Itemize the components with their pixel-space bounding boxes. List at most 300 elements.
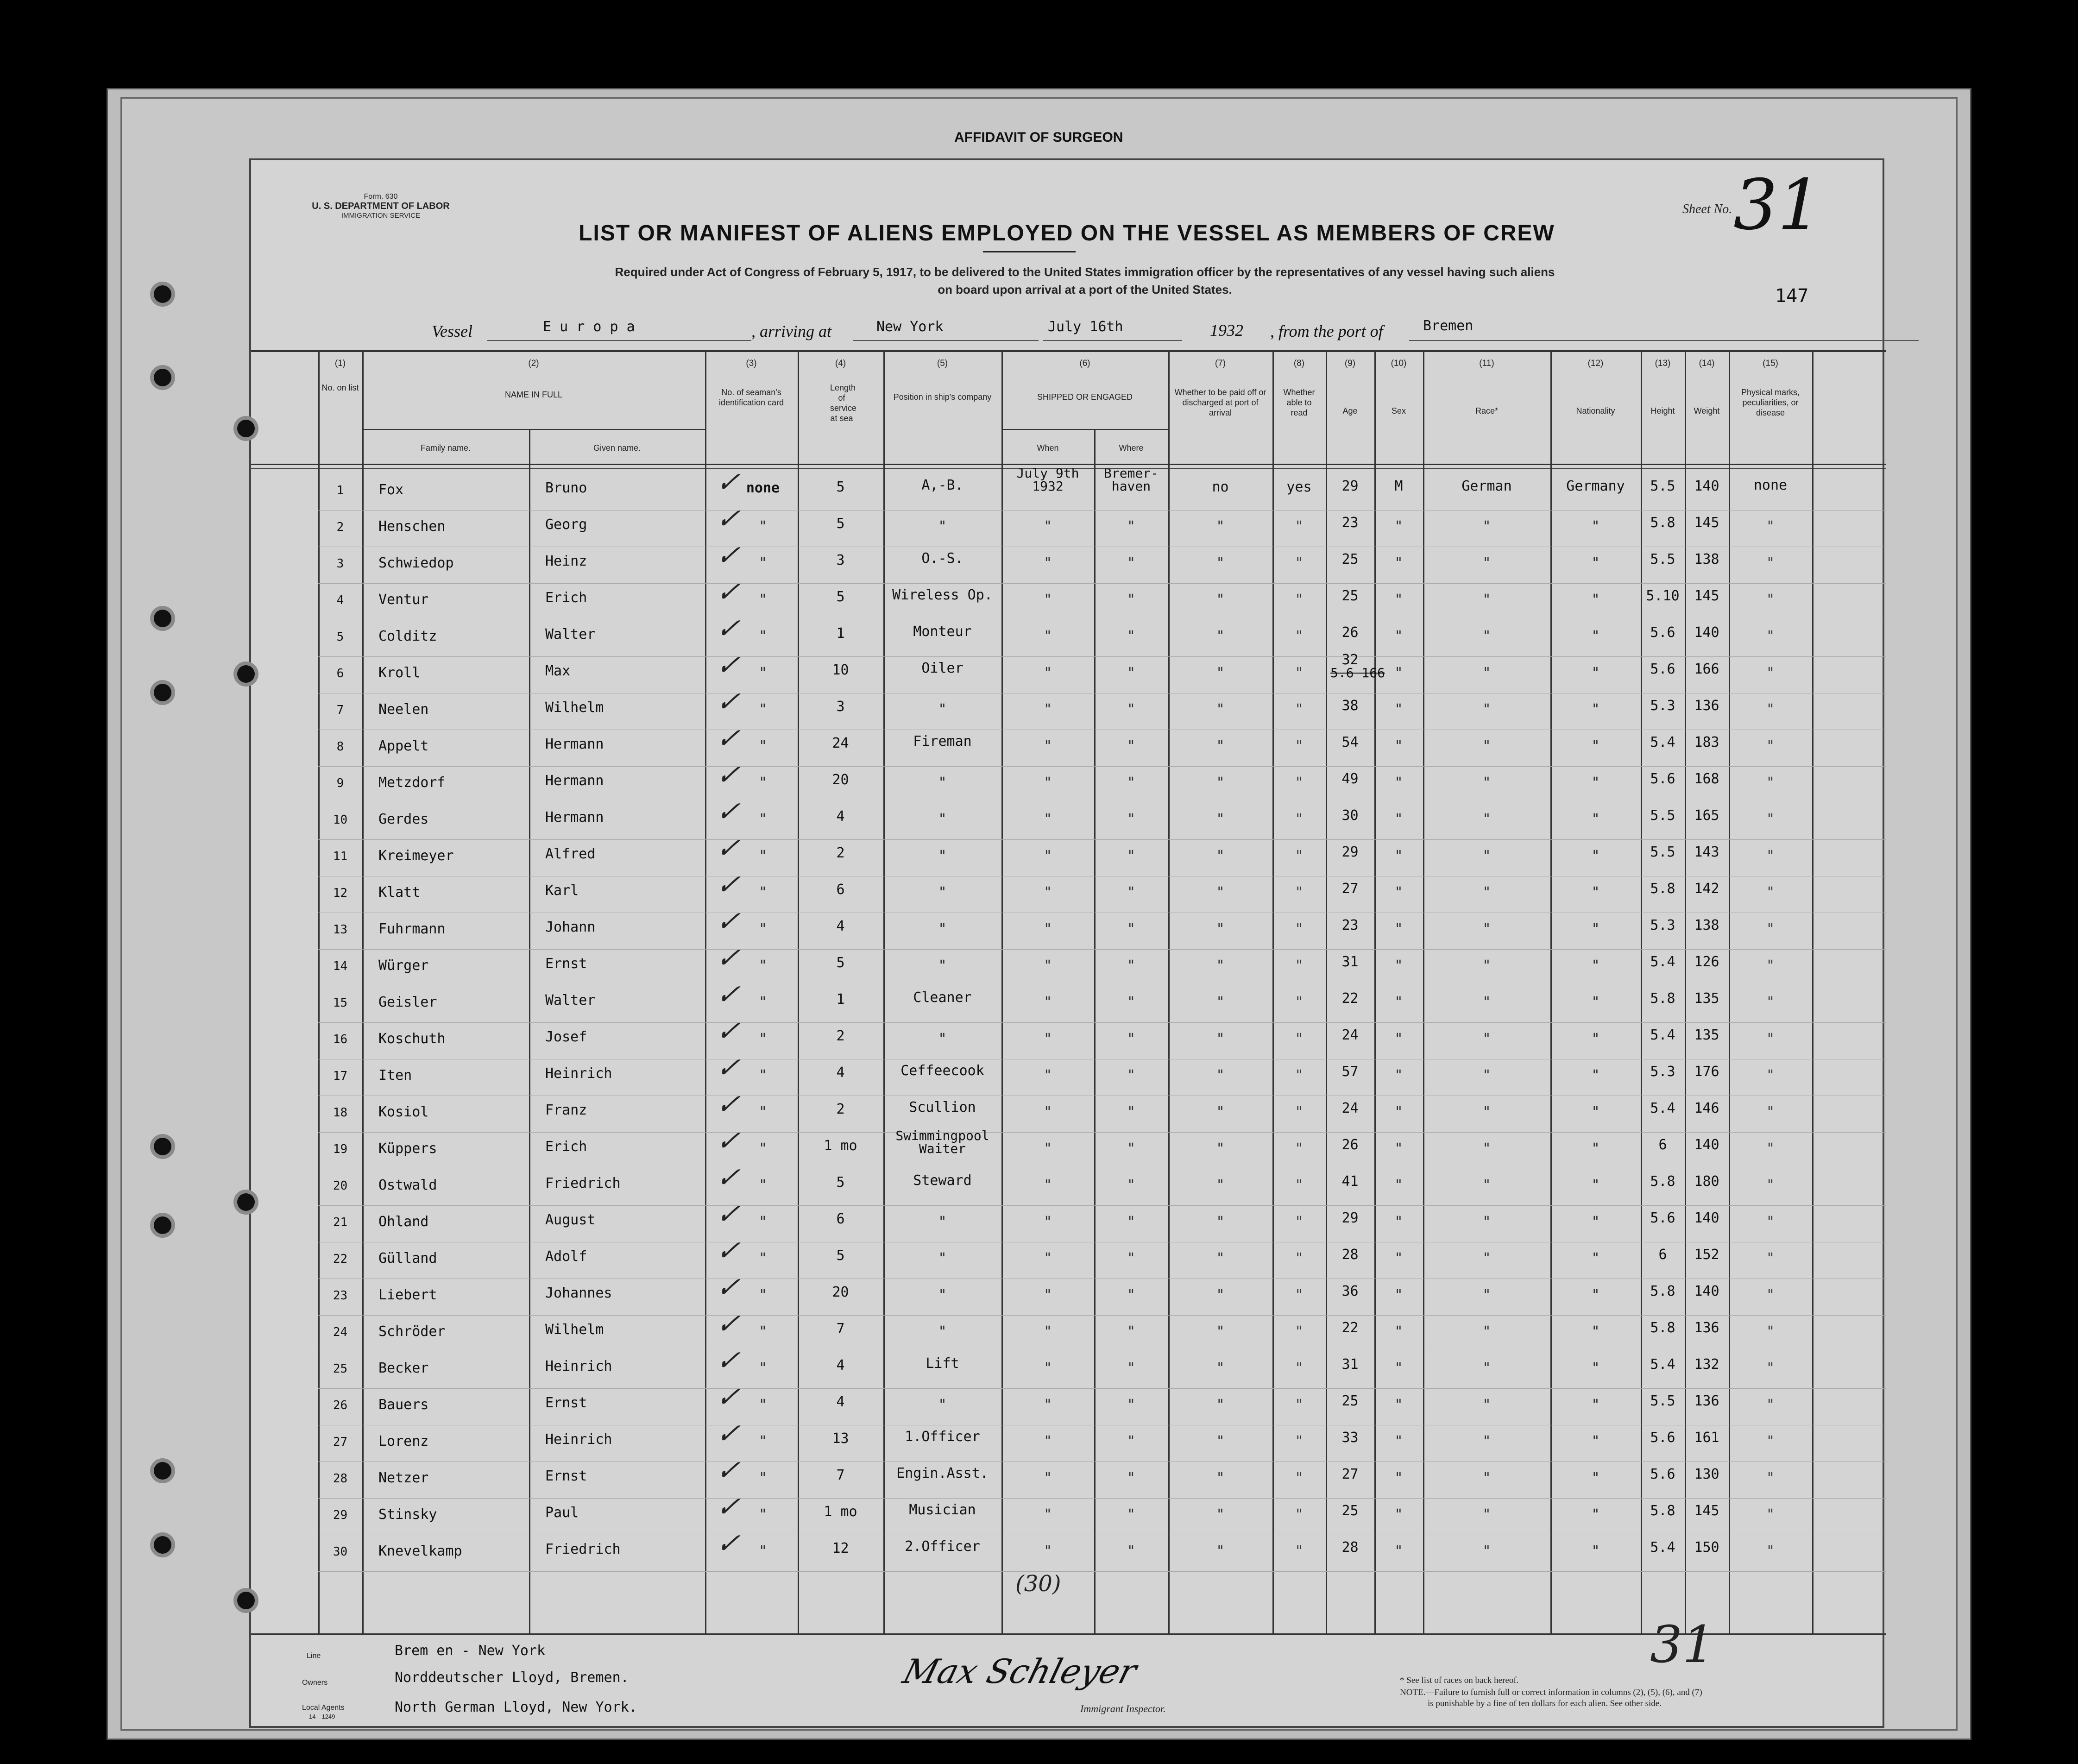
row-number: 21: [333, 1216, 348, 1229]
service-length: 1 mo: [824, 1138, 857, 1154]
age: 41: [1341, 1173, 1359, 1190]
sex-ditto: ": [1394, 1506, 1403, 1523]
shipped-when-ditto: ": [1043, 738, 1052, 754]
given-name: Max: [545, 663, 571, 679]
row-divider: [318, 766, 1886, 767]
given-name: Karl: [545, 882, 579, 899]
given-name: Ernst: [545, 1468, 587, 1484]
given-name: Erich: [545, 1139, 587, 1155]
shipped-where-ditto: ": [1127, 1506, 1136, 1523]
family-name: Gülland: [378, 1250, 437, 1266]
height: 5.5: [1650, 844, 1675, 860]
shipped-where-ditto: ": [1127, 994, 1136, 1010]
family-name: Lorenz: [378, 1433, 429, 1449]
height: 5.4: [1650, 734, 1675, 750]
marks-ditto: ": [1766, 1140, 1775, 1157]
id-card-ditto: ": [758, 994, 768, 1010]
position-ditto: ": [938, 958, 947, 974]
paid-off-ditto: ": [1216, 701, 1225, 718]
weight: 165: [1694, 807, 1719, 824]
col-13-number: (13): [1655, 359, 1671, 368]
position: O.-S.: [921, 550, 963, 567]
race-ditto: ": [1482, 1397, 1491, 1413]
marks-ditto: ": [1766, 1433, 1775, 1449]
family-name: Appelt: [378, 738, 429, 754]
paid-off-ditto: ": [1216, 592, 1225, 608]
paid-off-ditto: ": [1216, 1397, 1225, 1413]
family-name: Kosiol: [378, 1104, 429, 1120]
paid-off-ditto: ": [1216, 518, 1225, 535]
row-number: 10: [333, 813, 348, 827]
marks-ditto: ": [1766, 884, 1775, 901]
id-card-ditto: ": [758, 665, 768, 681]
row-number: 4: [336, 593, 344, 607]
age: 36: [1341, 1283, 1359, 1299]
id-card-ditto: ": [758, 1250, 768, 1266]
weight: 136: [1694, 1320, 1719, 1336]
row-number: 2: [336, 520, 344, 534]
age: 27: [1341, 881, 1359, 897]
race-ditto: ": [1482, 1140, 1491, 1157]
weight: 145: [1694, 588, 1719, 604]
paid-off-ditto: ": [1216, 811, 1225, 827]
weight: 183: [1694, 734, 1719, 750]
date-underline: [1043, 340, 1182, 341]
height: 5.4: [1650, 1100, 1675, 1116]
row-number: 7: [336, 703, 344, 717]
punch-hole: [154, 1138, 171, 1155]
row-divider: [318, 1205, 1886, 1206]
position: Scullion: [909, 1099, 976, 1115]
sex-ditto: ": [1394, 1031, 1403, 1047]
read-ditto: ": [1295, 775, 1303, 791]
shipped-where-ditto: ": [1127, 592, 1136, 608]
id-card-ditto: ": [758, 1397, 768, 1413]
sex-ditto: ": [1394, 1104, 1403, 1120]
sex-ditto: ": [1394, 884, 1403, 901]
row-number: 20: [333, 1179, 348, 1193]
col-7-number: (7): [1215, 359, 1226, 368]
position: Lift: [926, 1355, 959, 1372]
height: 5.8: [1650, 1173, 1675, 1190]
owners-value: Norddeutscher Lloyd, Bremen.: [395, 1670, 629, 1686]
shipped-where-ditto: ": [1127, 775, 1136, 791]
age: 30: [1341, 807, 1359, 824]
check-mark: ✓: [713, 1198, 749, 1230]
race-ditto: ": [1482, 994, 1491, 1010]
service-length: 4: [836, 1357, 845, 1373]
weight: 135: [1694, 1027, 1719, 1043]
age: 54: [1341, 734, 1359, 750]
family-name: Fox: [378, 482, 404, 498]
age: 25: [1341, 588, 1359, 604]
weight: 132: [1694, 1356, 1719, 1373]
marks-ditto: ": [1766, 555, 1775, 571]
family-name: Becker: [378, 1360, 429, 1376]
race: German: [1461, 478, 1512, 494]
height: 5.4: [1650, 1539, 1675, 1556]
nationality-ditto: ": [1591, 628, 1600, 644]
service-length: 4: [836, 1394, 845, 1410]
sex-ditto: ": [1394, 1214, 1403, 1230]
check-mark: ✓: [713, 759, 749, 791]
check-mark: ✓: [713, 1052, 749, 1084]
shipped-where-ditto: ": [1127, 1433, 1136, 1449]
position-ditto: ": [938, 884, 947, 901]
row-number: 18: [333, 1106, 348, 1120]
race-ditto: ": [1482, 958, 1491, 974]
shipped-subheader-rule: [1001, 429, 1168, 430]
age: 31: [1341, 1356, 1359, 1373]
shipped-where-ditto: ": [1127, 921, 1136, 937]
position-ditto: ": [938, 848, 947, 864]
nationality-ditto: ": [1591, 1433, 1600, 1449]
read-ditto: ": [1295, 592, 1303, 608]
height: 5.10: [1646, 588, 1680, 604]
race-ditto: ": [1482, 628, 1491, 644]
age: 22: [1341, 990, 1359, 1007]
col-12-number: (12): [1587, 359, 1604, 368]
shipped-where-ditto: ": [1127, 665, 1136, 681]
family-name: Bauers: [378, 1397, 429, 1413]
row-number: 3: [336, 557, 344, 571]
read-ditto: ": [1295, 1104, 1303, 1120]
service-length: 3: [836, 552, 845, 568]
shipped-where-ditto: ": [1127, 848, 1136, 864]
page-title: LIST OR MANIFEST OF ALIENS EMPLOYED ON THE VESSEL AS MEMBERS OF CREW: [579, 221, 1555, 246]
check-mark: ✓: [713, 1271, 749, 1304]
id-card-ditto: ": [758, 1433, 768, 1449]
name-subheader-rule: [362, 429, 705, 430]
position-ditto: ": [938, 921, 947, 937]
service-length: 2: [836, 1101, 845, 1117]
given-name: Josef: [545, 1029, 587, 1045]
service-length: 13: [832, 1430, 849, 1447]
marks-ditto: ": [1766, 1506, 1775, 1523]
weight: 126: [1694, 954, 1719, 970]
position: Oiler: [921, 660, 963, 676]
race-ditto: ": [1482, 665, 1491, 681]
race-ditto: ": [1482, 811, 1491, 827]
shipped-where-ditto: ": [1127, 811, 1136, 827]
height: 6: [1658, 1137, 1667, 1153]
id-card-ditto: ": [758, 848, 768, 864]
check-mark: ✓: [713, 978, 749, 1011]
given-name: Bruno: [545, 480, 587, 496]
shipped-when-ditto: ": [1043, 1214, 1052, 1230]
nationality-ditto: ": [1591, 1323, 1600, 1340]
check-mark: ✓: [713, 942, 749, 974]
sex-ditto: ": [1394, 1360, 1403, 1376]
read-ditto: ": [1295, 1031, 1303, 1047]
affidavit-heading: AFFIDAVIT OF SURGEON: [954, 130, 1123, 145]
line-label: Line: [307, 1652, 321, 1660]
age: 25: [1341, 1503, 1359, 1519]
shipped-where-ditto: ": [1127, 1360, 1136, 1376]
col-12-header: Nationality: [1576, 406, 1615, 416]
marks-ditto: ": [1766, 775, 1775, 791]
paid-off-ditto: ": [1216, 665, 1225, 681]
family-name: Koschuth: [378, 1031, 446, 1047]
race-ditto: ": [1482, 701, 1491, 718]
paid-off-ditto: ": [1216, 628, 1225, 644]
service-name: IMMIGRATION SERVICE: [341, 212, 421, 220]
shipped-where-ditto: ": [1127, 1287, 1136, 1303]
service-length: 6: [836, 882, 845, 898]
paid-off-ditto: ": [1216, 555, 1225, 571]
family-name: Klatt: [378, 884, 421, 901]
given-name: Heinrich: [545, 1431, 612, 1448]
service-length: 5: [836, 479, 845, 495]
race-ditto: ": [1482, 921, 1491, 937]
shipped-when-ditto: ": [1043, 1250, 1052, 1266]
shipped-where-ditto: ": [1127, 958, 1136, 974]
check-mark: ✓: [713, 1015, 749, 1047]
shipped-when-ditto: ": [1043, 1397, 1052, 1413]
position-ditto: ": [938, 1214, 947, 1230]
paid-off-ditto: ": [1216, 1031, 1225, 1047]
shipped-when-ditto: ": [1043, 1140, 1052, 1157]
race-ditto: ": [1482, 1177, 1491, 1193]
id-card-ditto: ": [758, 1140, 768, 1157]
nationality-ditto: ": [1591, 1397, 1600, 1413]
form-number: Form. 630: [364, 193, 398, 201]
punch-hole: [154, 1462, 171, 1480]
weight: 166: [1694, 661, 1719, 677]
family-name: Fuhrmann: [378, 921, 446, 937]
row-number: 1: [336, 484, 344, 498]
check-mark: ✓: [713, 649, 749, 681]
check-mark: ✓: [713, 1454, 749, 1487]
age: 23: [1341, 917, 1359, 933]
col-5-header: Position in ship's company: [893, 392, 992, 402]
row-divider: [318, 839, 1886, 840]
col-4-header: Length of service at sea: [830, 383, 857, 423]
weight: 140: [1694, 1283, 1719, 1299]
nationality-ditto: ": [1591, 701, 1600, 718]
family-name: Schröder: [378, 1323, 446, 1340]
row-divider: [318, 1571, 1886, 1572]
shipped-when-ditto: ": [1043, 518, 1052, 535]
race-ditto: ": [1482, 1214, 1491, 1230]
height: 5.8: [1650, 1283, 1675, 1299]
height: 5.5: [1650, 1393, 1675, 1409]
shipped-when-ditto: ": [1043, 1104, 1052, 1120]
page-subtitle: [436, 263, 1733, 298]
service-length: 12: [832, 1540, 849, 1556]
race-ditto: ": [1482, 1287, 1491, 1303]
read-ditto: ": [1295, 1323, 1303, 1340]
age: 28: [1341, 1539, 1359, 1556]
height: 5.8: [1650, 515, 1675, 531]
nationality-ditto: ": [1591, 518, 1600, 535]
position: Cleaner: [913, 989, 972, 1006]
shipped-when-ditto: ": [1043, 1470, 1052, 1486]
position: 2.Officer: [905, 1538, 980, 1555]
position-ditto: ": [938, 1397, 947, 1413]
manifest-footer: [251, 1615, 1883, 1726]
id-card-ditto: ": [758, 1031, 768, 1047]
age: 31: [1341, 954, 1359, 970]
height: 5.8: [1650, 990, 1675, 1007]
agents-code: 14—1249: [309, 1713, 335, 1720]
sex-ditto: ": [1394, 775, 1403, 791]
id-card-ditto: ": [758, 1470, 768, 1486]
shipped-when-ditto: ": [1043, 958, 1052, 974]
nationality-ditto: ": [1591, 1214, 1600, 1230]
footer-top-rule: [251, 1633, 1886, 1635]
check-mark: ✓: [713, 869, 749, 901]
position-ditto: ": [938, 1031, 947, 1047]
marks-ditto: ": [1766, 518, 1775, 535]
sex-ditto: ": [1394, 848, 1403, 864]
age: 29: [1341, 844, 1359, 860]
read-ditto: ": [1295, 994, 1303, 1010]
sheet-number: 31: [1733, 165, 1822, 246]
family-name: Neelen: [378, 701, 429, 718]
given-name-header: Given name.: [593, 443, 641, 453]
sex-ditto: ": [1394, 1067, 1403, 1084]
age: 27: [1341, 1466, 1359, 1482]
height: 5.6: [1650, 1430, 1675, 1446]
row-divider: [318, 583, 1886, 584]
check-mark: ✓: [713, 722, 749, 755]
service-length: 5: [836, 516, 845, 532]
sex-ditto: ": [1394, 701, 1403, 718]
shipped-where-ditto: ": [1127, 884, 1136, 901]
shipped-when-ditto: ": [1043, 701, 1052, 718]
shipped-where-ditto: ": [1127, 1323, 1136, 1340]
sex-ditto: ": [1394, 1250, 1403, 1266]
shipped-when-ditto: ": [1043, 1360, 1052, 1376]
when-header: When: [1037, 443, 1059, 453]
id-card-ditto: ": [758, 1323, 768, 1340]
sex-ditto: ": [1394, 994, 1403, 1010]
age: 23: [1341, 515, 1359, 531]
sex-ditto: ": [1394, 1433, 1403, 1449]
age: 29: [1341, 478, 1359, 494]
service-length: 10: [832, 662, 849, 678]
weight: 180: [1694, 1173, 1719, 1190]
race-ditto: ": [1482, 1360, 1491, 1376]
marks-ditto: ": [1766, 1397, 1775, 1413]
shipped-where-ditto: ": [1127, 1543, 1136, 1559]
read-ditto: ": [1295, 1470, 1303, 1486]
paid-off-ditto: ": [1216, 1543, 1225, 1559]
col-8-number: (8): [1293, 359, 1305, 368]
row-number: 16: [333, 1033, 348, 1046]
sheet-label: Sheet No.: [1682, 202, 1732, 216]
shipped-where-ditto: ": [1127, 701, 1136, 718]
voyage-line: [251, 318, 1883, 346]
shipped-where: Bremer-: [1103, 466, 1159, 481]
nationality-ditto: ": [1591, 1360, 1600, 1376]
position: Musician: [909, 1502, 976, 1518]
row-divider: [318, 949, 1886, 950]
handwritten-sheet-number: 31: [1650, 1615, 1715, 1674]
position: Swimmingpool: [895, 1128, 989, 1143]
service-length: 1: [836, 991, 845, 1008]
family-name: Würger: [378, 958, 429, 974]
manifest-sheet: [249, 158, 1884, 1728]
marks-ditto: ": [1766, 848, 1775, 864]
col-15-number: (15): [1763, 359, 1778, 368]
col-1-header: No. on list: [321, 383, 359, 392]
shipped-where-ditto: ": [1127, 555, 1136, 571]
agents-value: North German Lloyd, New York.: [395, 1699, 637, 1715]
race-ditto: ": [1482, 848, 1491, 864]
position: Wireless Op.: [892, 587, 993, 603]
position-line-2: Waiter: [919, 1141, 966, 1156]
nationality-ditto: ": [1591, 1177, 1600, 1193]
paid-off-ditto: ": [1216, 1104, 1225, 1120]
position-ditto: ": [938, 811, 947, 827]
family-name: Gerdes: [378, 811, 429, 827]
position-ditto: ": [938, 775, 947, 791]
departure-port: Bremen: [1423, 318, 1473, 334]
vessel-underline: [487, 340, 751, 341]
position: Engin.Asst.: [896, 1465, 989, 1481]
height: 5.8: [1650, 881, 1675, 897]
line-value: Brem en - New York: [395, 1643, 546, 1659]
sex-ditto: ": [1394, 592, 1403, 608]
read-ditto: ": [1295, 884, 1303, 901]
family-name: Liebert: [378, 1287, 437, 1303]
id-card-ditto: ": [758, 1104, 768, 1120]
row-number: 24: [333, 1325, 348, 1339]
sex-ditto: ": [1394, 738, 1403, 754]
department-name: U. S. DEPARTMENT OF LABOR: [312, 201, 450, 211]
row-number: 23: [333, 1289, 348, 1303]
family-name: Küppers: [378, 1140, 437, 1157]
sex-ditto: ": [1394, 1323, 1403, 1340]
age: 25: [1341, 1393, 1359, 1409]
marks-ditto: ": [1766, 994, 1775, 1010]
height: 5.4: [1650, 1027, 1675, 1043]
check-mark: ✓: [713, 466, 749, 498]
shipped-when-ditto: ": [1043, 994, 1052, 1010]
inspector-signature: Max Schleyer: [899, 1652, 1141, 1691]
family-name-header: Family name.: [420, 443, 471, 453]
height: 5.6: [1650, 1466, 1675, 1482]
nationality-ditto: ": [1591, 1104, 1600, 1120]
age: 33: [1341, 1430, 1359, 1446]
read-ditto: ": [1295, 1067, 1303, 1084]
shipped-when-ditto: ": [1043, 1433, 1052, 1449]
vessel-label: Vessel: [432, 322, 472, 340]
given-name: Johannes: [545, 1285, 612, 1301]
family-name: Stinsky: [378, 1506, 437, 1523]
shipped-when: July 9th: [1016, 466, 1079, 481]
marks-ditto: ": [1766, 738, 1775, 754]
given-name: Friedrich: [545, 1175, 621, 1191]
weight: 140: [1694, 1137, 1719, 1153]
service-length: 1: [836, 625, 845, 642]
col-2-number: (2): [528, 359, 539, 368]
read-ditto: ": [1295, 1140, 1303, 1157]
sex: M: [1394, 478, 1403, 494]
row-number: 11: [333, 850, 348, 863]
race-ditto: ": [1482, 1031, 1491, 1047]
row-number: 27: [333, 1435, 348, 1449]
age: 24: [1341, 1100, 1359, 1116]
row-number: 14: [333, 959, 348, 973]
arrival-port: New York: [876, 319, 944, 335]
paid-off-ditto: ": [1216, 1067, 1225, 1084]
marks-ditto: ": [1766, 811, 1775, 827]
marks-ditto: ": [1766, 1177, 1775, 1193]
row-number: 6: [336, 667, 344, 680]
